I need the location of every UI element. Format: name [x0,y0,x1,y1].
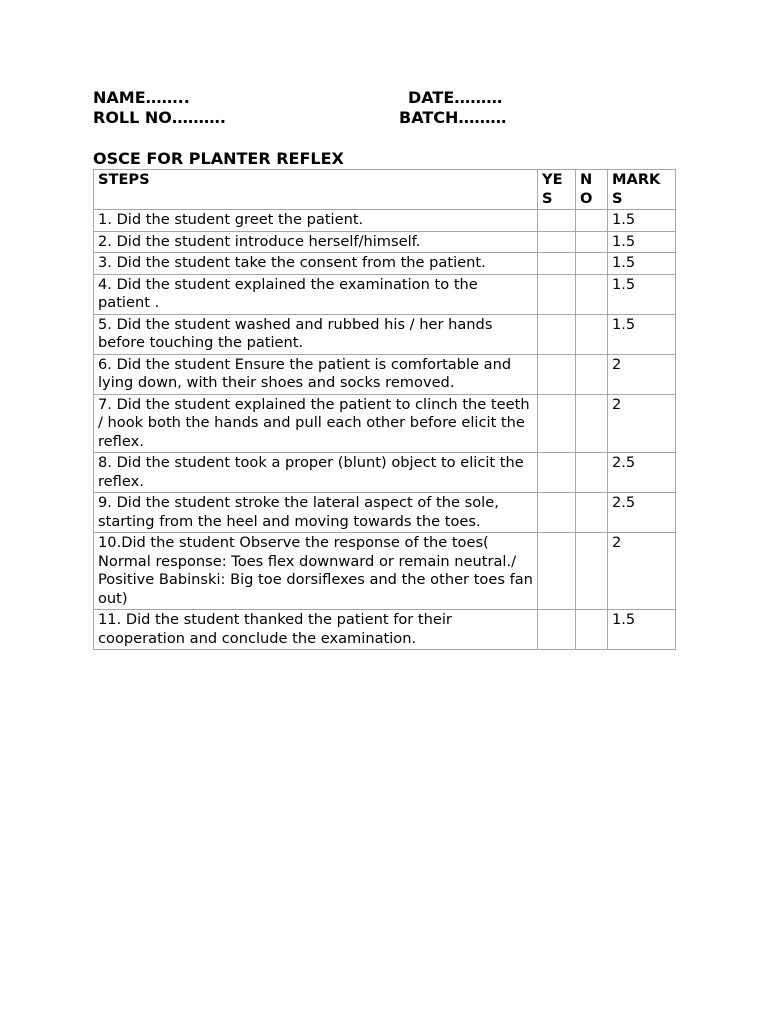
no-cell[interactable] [576,210,608,232]
table-row [94,453,676,493]
table-row [94,610,676,650]
marks-cell: 1.5 [608,314,676,354]
step-cell: 10.Did the student Observe the response of the toes( Normal response: Toes flex downward or remain neutral./ Positive Babinski: Big toe dorsiflexes and the other toes fan out) [94,533,538,610]
step-cell: 4. Did the student explained the examination to the patient . [94,274,538,314]
no-cell[interactable] [576,453,608,493]
no-cell[interactable] [576,493,608,533]
yes-cell[interactable] [538,394,576,453]
marks-cell: 2 [608,394,676,453]
yes-cell[interactable] [538,314,576,354]
marks-cell: 1.5 [608,231,676,253]
yes-cell[interactable] [538,231,576,253]
no-cell[interactable] [576,274,608,314]
column-header-no: N O [576,170,608,210]
marks-cell: 2 [608,354,676,394]
no-cell[interactable] [576,314,608,354]
yes-cell[interactable] [538,354,576,394]
marks-cell: 2.5 [608,453,676,493]
date-field-label: DATE……… [408,88,503,107]
roll-no-field-label: ROLL NO………. [93,108,226,127]
table-row [94,210,676,232]
table-row [94,231,676,253]
yes-cell[interactable] [538,453,576,493]
column-header-marks: MARK S [608,170,676,210]
column-header-yes: YE S [538,170,576,210]
step-cell: 9. Did the student stroke the lateral aspect of the sole, starting from the heel and moving towards the toes. [94,493,538,533]
table-row [94,314,676,354]
table-row [94,253,676,275]
marks-cell: 2.5 [608,493,676,533]
column-header-steps: STEPS [94,170,538,210]
marks-cell: 1.5 [608,610,676,650]
document-title: OSCE FOR PLANTER REFLEX [93,149,344,168]
no-cell[interactable] [576,533,608,610]
osce-checklist-table [93,169,676,650]
no-cell[interactable] [576,610,608,650]
yes-cell[interactable] [538,533,576,610]
step-cell: 3. Did the student take the consent from the patient. [94,253,538,275]
yes-cell[interactable] [538,493,576,533]
marks-cell: 1.5 [608,253,676,275]
step-cell: 11. Did the student thanked the patient for their cooperation and conclude the examination. [94,610,538,650]
step-cell: 6. Did the student Ensure the patient is comfortable and lying down, with their shoes and socks removed. [94,354,538,394]
step-cell: 2. Did the student introduce herself/himself. [94,231,538,253]
marks-cell: 1.5 [608,210,676,232]
table-row [94,394,676,453]
step-cell: 7. Did the student explained the patient to clinch the teeth / hook both the hands and pull each other before elicit the reflex. [94,394,538,453]
no-cell[interactable] [576,231,608,253]
table-row [94,354,676,394]
step-cell: 1. Did the student greet the patient. [94,210,538,232]
table-row [94,274,676,314]
table-header-row [94,170,676,210]
no-cell[interactable] [576,253,608,275]
yes-cell[interactable] [538,610,576,650]
marks-cell: 2 [608,533,676,610]
name-field-label: NAME…….. [93,88,190,107]
marks-cell: 1.5 [608,274,676,314]
table-body [94,210,676,650]
yes-cell[interactable] [538,274,576,314]
yes-cell[interactable] [538,253,576,275]
yes-cell[interactable] [538,210,576,232]
no-cell[interactable] [576,394,608,453]
batch-field-label: BATCH……… [399,108,507,127]
step-cell: 5. Did the student washed and rubbed his / her hands before touching the patient. [94,314,538,354]
table-row [94,533,676,610]
step-cell: 8. Did the student took a proper (blunt) object to elicit the reflex. [94,453,538,493]
table-row [94,493,676,533]
no-cell[interactable] [576,354,608,394]
